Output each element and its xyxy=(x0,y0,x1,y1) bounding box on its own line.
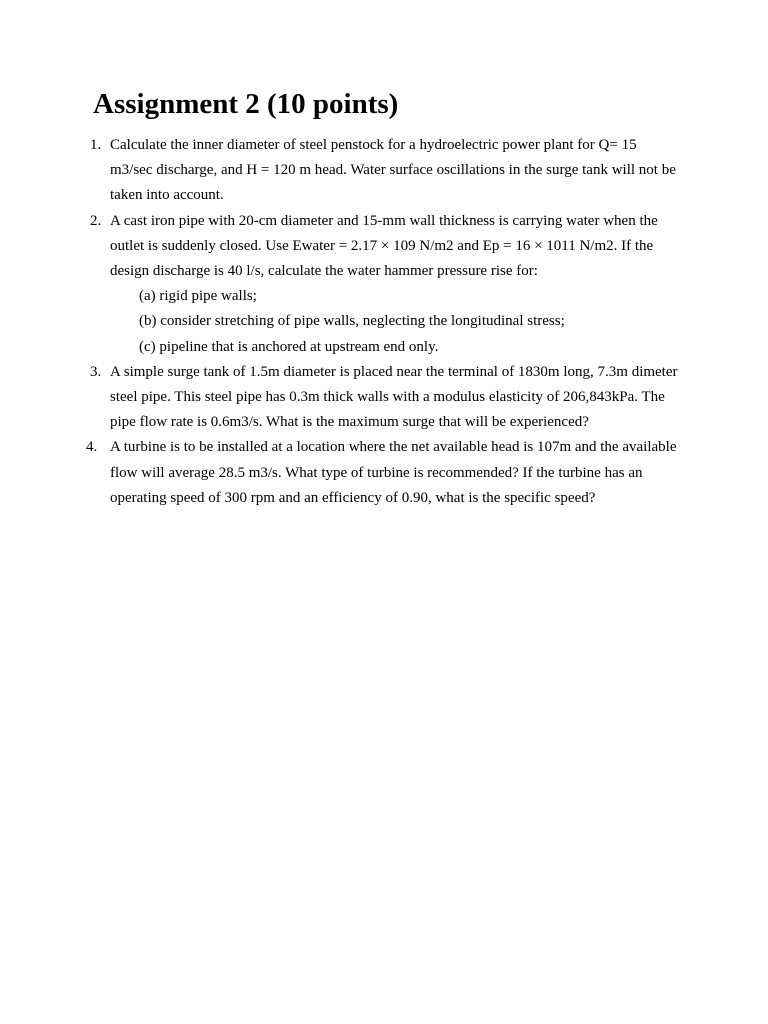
document-title: Assignment 2 (10 points) xyxy=(93,88,399,120)
question-item xyxy=(0,209,682,360)
question-subpart: (a) rigid pipe walls; xyxy=(139,288,257,305)
question-number: 4. xyxy=(86,439,98,456)
question-number: 2. xyxy=(90,212,102,229)
question-text: A turbine is to be installed at a location where the net available head is 107m and the available flow will average 28.5 m3/s. What type of turbine is recommended? If the turbine has an operating speed of 300 rpm and an efficiency of 0.90, what is the specific speed? xyxy=(110,439,677,506)
question-subpart: (b) consider stretching of pipe walls, neglecting the longitudinal stress; xyxy=(139,313,565,330)
question-text: Calculate the inner diameter of steel penstock for a hydroelectric power plant for Q= 15 m3/sec discharge, and H = 120 m head. Water surface oscillations in the surge tank will not be taken into account. xyxy=(110,137,676,204)
question-number: 3. xyxy=(90,363,102,380)
question-item xyxy=(0,133,682,209)
question-subpart: (c) pipeline that is anchored at upstream end only. xyxy=(139,338,439,355)
question-text: A simple surge tank of 1.5m diameter is placed near the terminal of 1830m long, 7.3m dimeter steel pipe. This steel pipe has 0.3m thick walls with a modulus elasticity of 206,843kPa. The pipe flow rate is 0.6m3/s. What is the maximum surge that will be experienced? xyxy=(110,363,678,431)
question-item xyxy=(0,360,682,436)
question-list xyxy=(0,133,768,511)
question-number: 1. xyxy=(90,137,102,153)
question-item xyxy=(0,435,682,511)
question-text: A cast iron pipe with 20-cm diameter and 15-mm wall thickness is carrying water when the outlet is suddenly closed. Use Ewater = 2.17 × 109 N/m2 and Ep = 16 × 1011 N/m2. If the design discharge is 40 l/s, calculate the water hammer pressure rise for: xyxy=(110,212,658,280)
